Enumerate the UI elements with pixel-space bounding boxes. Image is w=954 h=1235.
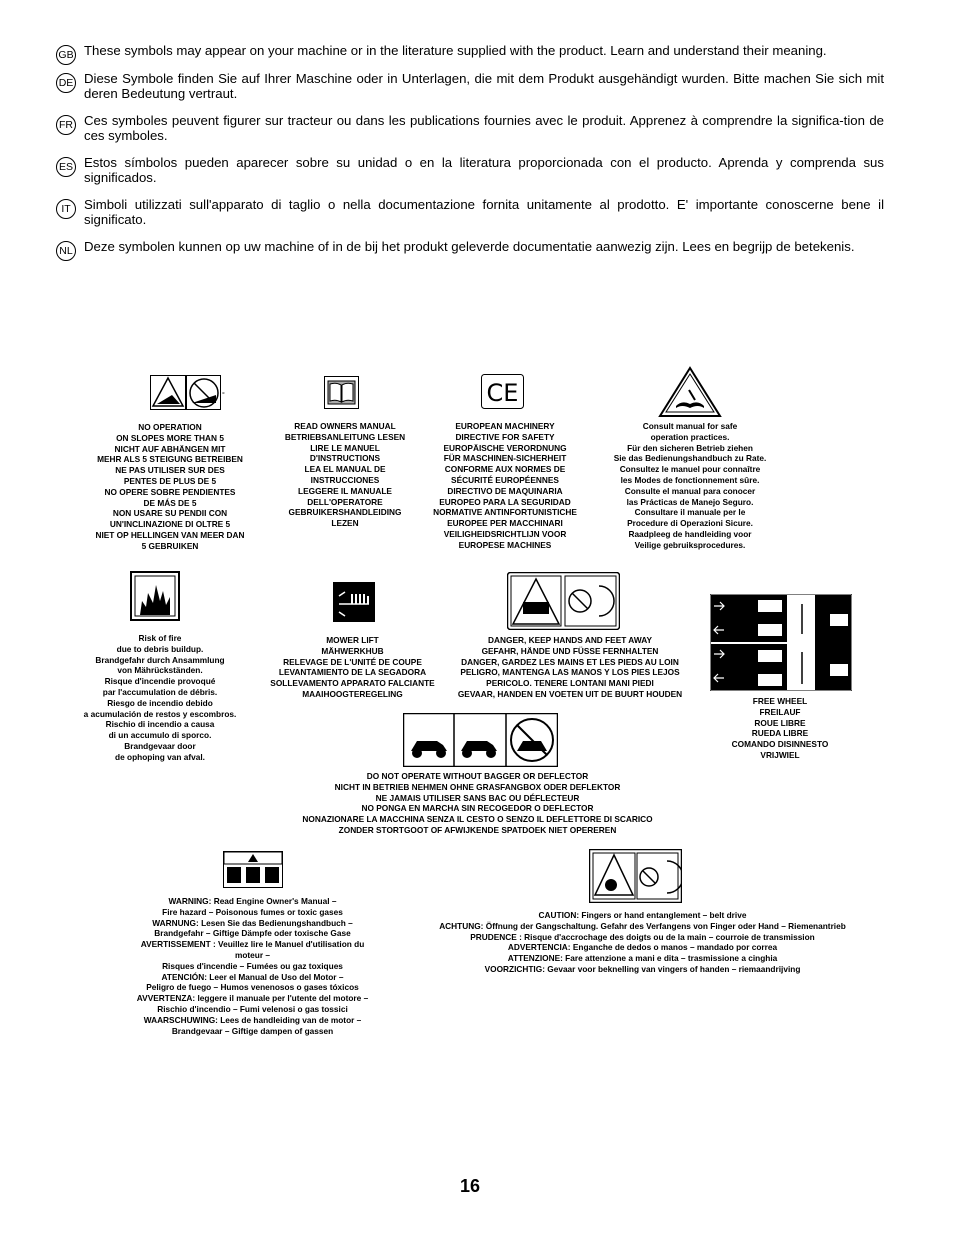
consult-manual-warning-icon bbox=[658, 366, 722, 418]
book-icon bbox=[324, 376, 359, 409]
intro-text: Deze symbolen kunnen op uw machine of in de bij het produkt geleverde documentatie aanwezig zijn. Lees en begrijp de betekenis. bbox=[84, 239, 855, 254]
lang-badge: GB bbox=[56, 45, 76, 65]
lang-badge: ES bbox=[56, 157, 76, 177]
hands-feet-danger-icon bbox=[507, 572, 620, 630]
intro-section bbox=[56, 44, 886, 264]
belt-caution-icon bbox=[589, 849, 682, 903]
hands-caption: DANGER, KEEP HANDS AND FEET AWAY GEFAHR, HÄNDE UND FÜSSE FERNHALTEN DANGER, GARDEZ LES MAINS ET LES PIEDS AU LOIN PELIGRO, MANTENGA LAS MANOS Y LOS PIES LEJOS PERICOLO. TENERE LONTANI MANI PIEDI GEVAAR, HANDEN EN VOETEN UIT DE BUURT HOUDEN bbox=[457, 635, 683, 699]
intro-text: Estos símbolos pueden aparecer sobre su unidad o en la literatura proporcionada con el producto. Aprenda y comprenda sus significados. bbox=[84, 155, 884, 185]
engine-warning-icon bbox=[223, 851, 283, 888]
fire-icon bbox=[130, 571, 180, 621]
freewheel-caption: FREE WHEEL FREILAUF ROUE LIBRE RUEDA LIBRE COMANDO DISINNESTO VRIJWIEL bbox=[731, 696, 829, 760]
intro-text: These symbols may appear on your machine or in the literature supplied with the product. Learn and understand their meaning. bbox=[84, 43, 827, 58]
ce-caption: EUROPEAN MACHINERY DIRECTIVE FOR SAFETY EUROPÄISCHE VERORDNUNG FÜR MASCHINEN-SICHERHEIT CONFORME AUX NORMES DE SÉCURITÉ EUROPÉENNES DIRECTIVO DE MAQUINARIA EUROPEO PARA LA SEGURIDAD NORMATIVE ANTINFORTUNISTICHE EUROPEE PER MACCHINARI VEILIGHEIDSRICHTLIJN VOOR EUROPESE MACHINES bbox=[433, 421, 577, 550]
manual-caption: READ OWNERS MANUAL BETRIEBSANLEITUNG LESEN LIRE LE MANUEL D'INSTRUCTIONS LEA EL MANUAL DE INSTRUCCIONES LEGGERE IL MANUALE DELL'OPERATORE GEBRUIKERSHANDLEIDING LEZEN bbox=[284, 421, 406, 529]
lang-badge: IT bbox=[56, 199, 76, 219]
ce-mark-icon bbox=[481, 374, 524, 409]
slope-caption: NO OPERATION ON SLOPES MORE THAN 5 NICHT AUF ABHÄNGEN MIT MEHR ALS 5 STEIGUNG BETREIBEN NE PAS UTILISER SUR DES PENTES DE PLUS DE 5 NO OPERE SOBRE PENDIENTES DE MÁS DE 5 NON USARE SU PENDII CON UN'INCLINAZIONE DI OLTRE 5 NIET OP HELLINGEN VAN MEER DAN 5 GEBRUIKEN bbox=[95, 422, 245, 551]
consult-caption: Consult manual for safe operation practices. Für den sicheren Betrieb ziehen Sie das Bedienungshandbuch zu Rate. Consultez le manuel pour connaître les Modes de fonctionnement sûre. Consulte el manual para conocer las Prácticas de Manejo Seguro. Consultare il manuale per le Procedure di Operazioni Sicure. Raadpleeg de handleiding voor Veilige gebruiksprocedures. bbox=[613, 421, 767, 550]
intro-text: Simboli utilizzati sull'apparato di taglio o nella documentazione fornita unitamente al prodotto. E' importante conoscerne bene il significato. bbox=[84, 197, 884, 227]
intro-text: Diese Symbole finden Sie auf Ihrer Maschine oder in Unterlagen, die mit dem Produkt ausgehändigt wurden. Bitte machen Sie sich mit deren Bedeutung vertraut. bbox=[84, 71, 884, 101]
mowerlift-caption: MOWER LIFT MÄHWERKHUB RELEVAGE DE L'UNITÉ DE COUPE LEVANTAMIENTO DE LA SEGADORA SOLLEVAMENTO APPARATO FALCIANTE MAAIHOOGTEREGELING bbox=[270, 635, 435, 699]
intro-text: Ces symboles peuvent figurer sur tracteur ou dans les publications fournies avec le produit. Apprenez à comprendre la significa-tion de ces symboles. bbox=[84, 113, 884, 143]
lang-badge: FR bbox=[56, 115, 76, 135]
free-wheel-icon bbox=[710, 594, 852, 691]
svg-text:CE: CE bbox=[486, 379, 519, 407]
fire-caption: Risk of fire due to debris buildup. Brandgefahr durch Ansammlung von Mährückständen. Risque d'incendie provoqué par l'accumulation de débris. Riesgo de incendio debido a acumulación de restos y escombros. Rischio di incendio a causa di un accumulo di sporco. Brandgevaar door de ophoping van afval. bbox=[83, 633, 237, 762]
svg-text:°: ° bbox=[222, 392, 225, 399]
mower-lift-icon bbox=[333, 582, 375, 622]
belt-caption: CAUTION: Fingers or hand entanglement – belt drive ACHTUNG: Öffnung der Gangschaltung. Gefahr des Verfangens von Finger oder Hand – Riemenantrieb PRUDENCE : Risque d'accrochage des doigts ou de la main – courroie de transmission ADVERTENCIA: Enganche de dedos o manos – mandado por correa ATTENZIONE: Fare attenzione a mani e dita – trasmissione a cinghia VOORZICHTIG: Gevaar voor beknelling van vingers of handen – riemaandrijving bbox=[439, 910, 846, 974]
bagger-caption: DO NOT OPERATE WITHOUT BAGGER OR DEFLECTOR NICHT IN BETRIEB NEHMEN OHNE GRASFANGBOX ODER DEFLEKTOR NE JAMAIS UTILISER SANS BAC OU DÉFLECTEUR NO PONGA EN MARCHA SIN RECOGEDOR O DEFLECTOR NONAZIONARE LA MACCHINA SENZA IL CESTO O SENZO IL DEFLETTORE DI SCARICO ZONDER STORTGOOT OF AFWIJKENDE SPATDOEK NIET OPEREREN bbox=[302, 771, 653, 835]
lang-badge: DE bbox=[56, 73, 76, 93]
lang-badge: NL bbox=[56, 241, 76, 261]
page-number: 16 bbox=[460, 1176, 481, 1196]
slope-warning-icon bbox=[150, 375, 230, 411]
bagger-deflector-icon bbox=[403, 713, 558, 767]
engine-caption: WARNING: Read Engine Owner's Manual – Fire hazard – Poisonous fumes or toxic gases WARNUNG: Lesen Sie das Bedienungshandbuch – Brandgefahr – Giftige Dämpfe oder toxische Gase AVERTISSEMENT : Veuillez lire le Manuel d'utilisation du moteur – Risques d'incendie – Fumées ou gaz toxiques ATENCIÓN: Leer el Manual de Uso del Motor – Peligro de fuego – Humos venenosos o gases tóxicos AVVERTENZA: leggere il manuale per l'utente del motore – Rischio d'incendio – Fumi velenosi o gas tossici WAARSCHUWING: Lees de handleiding van de motor – Brandgevaar – Giftige dampen of gassen bbox=[136, 896, 369, 1036]
